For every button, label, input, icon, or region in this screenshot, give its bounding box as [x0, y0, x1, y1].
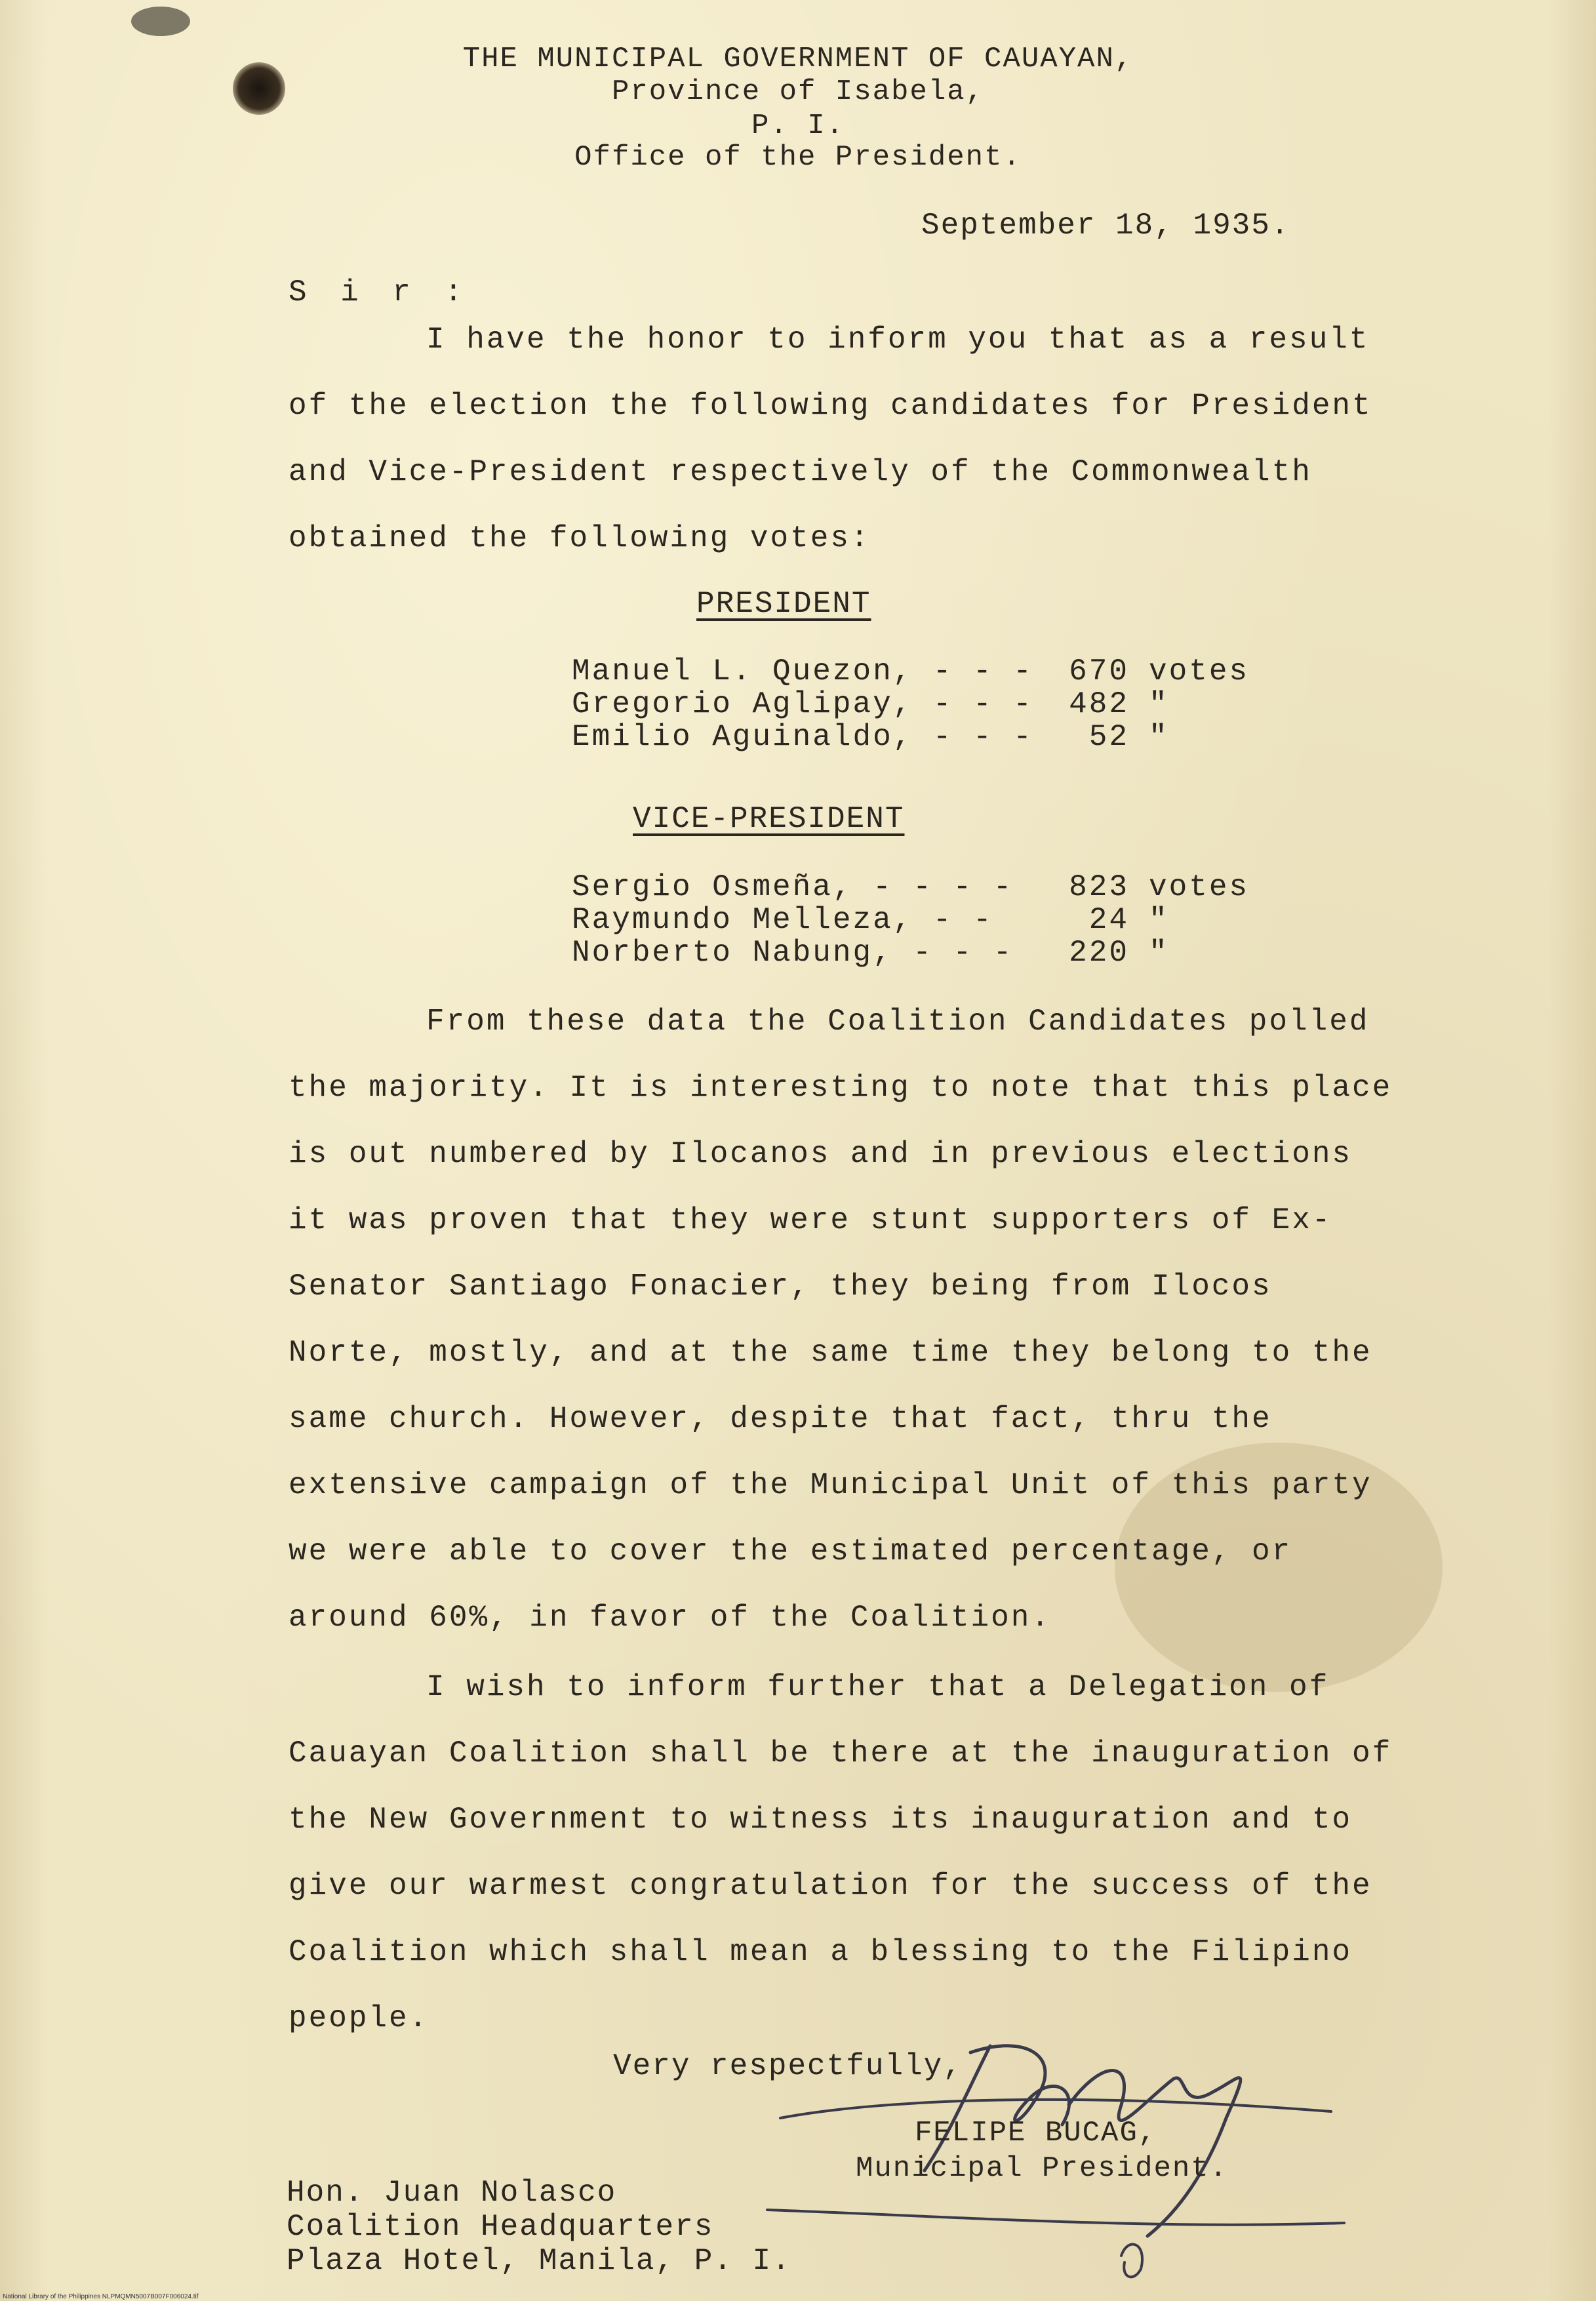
- result-row: [572, 936, 1169, 970]
- signer-name: FELIPE BUCAG,: [915, 2117, 1157, 2150]
- candidate-name: Emilio Aguinaldo, - - -: [572, 720, 1033, 754]
- candidate-name: Manuel L. Quezon, - - -: [572, 654, 1033, 689]
- result-row: [572, 870, 1250, 904]
- vote-count: 24: [1088, 903, 1129, 937]
- result-row: [572, 687, 1169, 721]
- vote-unit: ": [1149, 687, 1169, 721]
- vote-unit: ": [1149, 720, 1169, 754]
- analysis-paragraph-text: From these data the Coalition Candidates polled the majority. It is interesting to note that this place is out numbered by Ilocanos and in previous elections it was proven that they were stunt supporters of Ex-Senator Santiago Fonacier, they being from Ilocos Norte, mostly, and at the same time they belong to the same church. However, despite that fact, thru the extensive campaign of the Municipal Unit of this party we were able to cover the estimated percentage, or around 60%, in favor of the Coalition.: [289, 1005, 1393, 1635]
- delegation-paragraph: [289, 1654, 1403, 2052]
- intro-paragraph-text: I have the honor to inform you that as a result of the election the following candidates for President and Vice-President respectively of the Commonwealth obtained the following votes:: [289, 323, 1372, 555]
- letterhead-municipal-government: THE MUNICIPAL GOVERNMENT OF CAUAYAN,: [462, 43, 1134, 75]
- addressee-name: Hon. Juan Nolasco: [287, 2176, 617, 2210]
- vote-count: 482: [1069, 687, 1129, 721]
- addressee-organization: Coalition Headquarters: [287, 2210, 714, 2244]
- paper-stain: [131, 7, 190, 36]
- president-heading: PRESIDENT: [696, 587, 871, 621]
- vote-count: 823: [1069, 870, 1129, 904]
- result-row: [572, 720, 1169, 754]
- result-row: [572, 903, 1169, 937]
- letter-date: September 18, 1935.: [921, 209, 1290, 243]
- letterhead-office: Office of the President.: [574, 141, 1022, 174]
- vote-unit: ": [1149, 903, 1169, 937]
- vote-count: 670: [1069, 654, 1129, 689]
- archive-caption: National Library of the Philippines NLPMQMN5007B007F006024.tif: [3, 2293, 199, 2300]
- closing-phrase: Very respectfully,: [613, 2049, 963, 2083]
- candidate-name: Raymundo Melleza, - -: [572, 903, 993, 937]
- candidate-name: Norberto Nabung, - - -: [572, 936, 1014, 970]
- letterhead-province: Province of Isabela,: [611, 75, 985, 108]
- letterhead-country: P. I.: [751, 110, 845, 142]
- candidate-name: Gregorio Aglipay, - - -: [572, 687, 1033, 721]
- president-results: [572, 654, 1250, 754]
- signer-title: Municipal President.: [856, 2152, 1229, 2185]
- vice-president-results: [572, 870, 1250, 970]
- vote-unit: votes: [1149, 870, 1250, 904]
- intro-paragraph: [289, 307, 1403, 572]
- vice-president-heading: VICE-PRESIDENT: [633, 802, 905, 836]
- vote-count: 52: [1088, 720, 1129, 754]
- vote-unit: ": [1149, 936, 1169, 970]
- candidate-name: Sergio Osmeña, - - - -: [572, 870, 1014, 904]
- addressee-location: Plaza Hotel, Manila, P. I.: [287, 2244, 791, 2278]
- vote-unit: votes: [1149, 654, 1250, 689]
- vote-count: 220: [1069, 936, 1129, 970]
- delegation-paragraph-text: I wish to inform further that a Delegation of Cauayan Coalition shall be there at the inauguration of the New Government to witness its inauguration and to give our warmest congratulation for the success of the Coalition which shall mean a blessing to the Filipino people.: [289, 1670, 1393, 2035]
- analysis-paragraph: [289, 989, 1403, 1651]
- result-row: [572, 654, 1250, 689]
- salutation: S i r :: [289, 275, 471, 310]
